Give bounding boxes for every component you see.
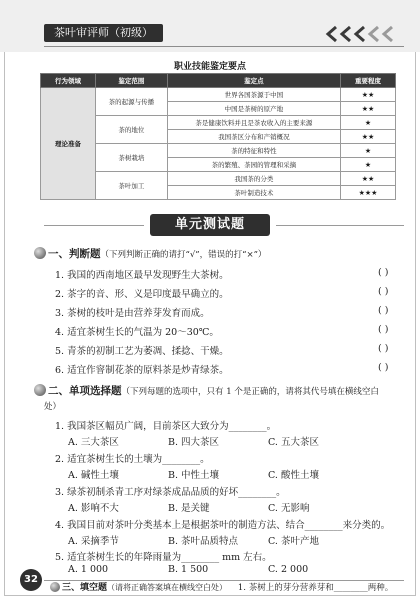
judgment-question: 3. 茶树的枝叶是由营养芽发育而成。 xyxy=(55,308,210,319)
fill-question: 1. 茶树上的芽分营养芽和________两种。 xyxy=(237,583,394,593)
choice-option: A. 采摘季节 xyxy=(68,536,119,547)
answer-paren: ( ) xyxy=(378,324,389,335)
column-header: 行为领域 xyxy=(41,74,96,88)
choice-option: C. 酸性土壤 xyxy=(268,470,319,481)
domain-cell: 理论准备 xyxy=(41,88,96,200)
choice-option: A. 碱性土壤 xyxy=(68,470,119,481)
bullet-icon xyxy=(50,582,60,592)
judgment-question: 5. 青茶的初制工艺为萎凋、揉捻、干燥。 xyxy=(55,346,229,357)
banner-rule-right xyxy=(276,225,404,226)
point-cell: 茶是健康饮料并且是茶农收入的主要来源 xyxy=(167,116,340,130)
judgment-question: 6. 适宜作窨制花茶的原料茶是炒青绿茶。 xyxy=(55,365,229,376)
table-row xyxy=(41,88,396,102)
answer-paren: ( ) xyxy=(378,343,389,354)
choice-option: C. 无影响 xyxy=(268,503,310,514)
answer-paren: ( ) xyxy=(378,267,389,278)
bullet-icon xyxy=(34,247,46,259)
unit-test-banner: 单元测试题 xyxy=(150,214,270,236)
table-caption: 职业技能鉴定要点 xyxy=(173,62,246,72)
choice-option: B. 四大茶区 xyxy=(168,437,220,448)
answer-paren: ( ) xyxy=(378,286,389,297)
importance-stars: ★★ xyxy=(341,102,396,116)
range-cell: 茶的起源与传播 xyxy=(96,88,168,116)
importance-stars: ★ xyxy=(341,116,396,130)
chevron-arrows-icon xyxy=(322,24,402,44)
choice-question: 3. 绿茶初制杀青工序对绿茶成品品质的好坏________。 xyxy=(55,487,286,498)
importance-stars: ★ xyxy=(341,158,396,172)
point-cell: 中国是茶树的原产地 xyxy=(167,102,340,116)
section-judgment-heading: 一、判断题（下列判断正确的请打“√”，错误的打“×”） xyxy=(34,246,266,261)
section-choice-heading: 二、单项选择题（下列每题的选项中，只有 1 个是正确的，请将其代号填在横线空白 xyxy=(34,383,379,398)
column-header: 鉴定范围 xyxy=(96,74,168,88)
skills-table xyxy=(40,73,396,200)
choice-option: A. 影响不大 xyxy=(68,503,119,514)
choice-option: B. 茶叶品质特点 xyxy=(168,536,239,547)
table-header-row xyxy=(41,74,396,88)
range-cell: 茶树栽培 xyxy=(96,144,168,172)
header-title: 茶叶审评师（初级） xyxy=(44,24,163,42)
judgment-question: 4. 适宜茶树生长的气温为 20～30℃。 xyxy=(55,327,219,338)
point-cell: 世界各国茶源于中国 xyxy=(167,88,340,102)
page-number: 32 xyxy=(20,569,42,591)
header-rule xyxy=(44,46,404,47)
range-cell: 茶的地位 xyxy=(96,116,168,144)
importance-stars: ★ xyxy=(341,144,396,158)
section-fill-heading: 三、填空题（请将正确答案填在横线空白处） 1. 茶树上的芽分营养芽和________两种。 xyxy=(50,580,393,593)
point-cell: 茶的特征和特性 xyxy=(167,144,340,158)
range-cell: 茶叶加工 xyxy=(96,172,168,200)
judgment-question: 2. 茶字的音、形、义是印度最早确立的。 xyxy=(55,289,229,300)
choice-option: B. 中性土壤 xyxy=(168,470,220,481)
banner-rule-left xyxy=(44,225,144,226)
answer-paren: ( ) xyxy=(378,362,389,373)
column-header: 重要程度 xyxy=(341,74,396,88)
point-cell: 我国茶区分布和产销概况 xyxy=(167,130,340,144)
bullet-icon xyxy=(34,384,46,396)
importance-stars: ★★★ xyxy=(341,186,396,200)
choice-option: B. 是关键 xyxy=(168,503,210,514)
point-cell: 茶的繁殖、茶园的管理和采摘 xyxy=(167,158,340,172)
choice-option: C. 茶叶产地 xyxy=(268,536,319,547)
column-header: 鉴定点 xyxy=(167,74,340,88)
point-cell: 我国茶的分类 xyxy=(167,172,340,186)
answer-paren: ( ) xyxy=(378,305,389,316)
point-cell: 茶叶制造技术 xyxy=(167,186,340,200)
importance-stars: ★★ xyxy=(341,130,396,144)
choice-question: 4. 我国目前对茶叶分类基本上是根据茶叶的制造方法、结合________来分类的。 xyxy=(55,520,391,531)
section-choice-note-cont: 处） xyxy=(44,402,62,412)
judgment-question: 1. 我国的西南地区最早发现野生大茶树。 xyxy=(55,270,229,281)
choice-option: B. 1 500 xyxy=(168,564,209,575)
importance-stars: ★★ xyxy=(341,172,396,186)
choice-question: 1. 我国茶区幅员广阔，目前茶区大致分为________。 xyxy=(55,421,277,432)
choice-question: 5. 适宜茶树生长的年降雨量为________ mm 左右。 xyxy=(55,552,272,563)
choice-question: 2. 适宜茶树生长的土壤为________。 xyxy=(55,454,210,465)
choice-option: C. 五大茶区 xyxy=(268,437,319,448)
choice-option: C. 2 000 xyxy=(268,564,309,575)
importance-stars: ★★ xyxy=(341,88,396,102)
choice-option: A. 三大茶区 xyxy=(68,437,119,448)
choice-option: A. 1 000 xyxy=(68,564,109,575)
